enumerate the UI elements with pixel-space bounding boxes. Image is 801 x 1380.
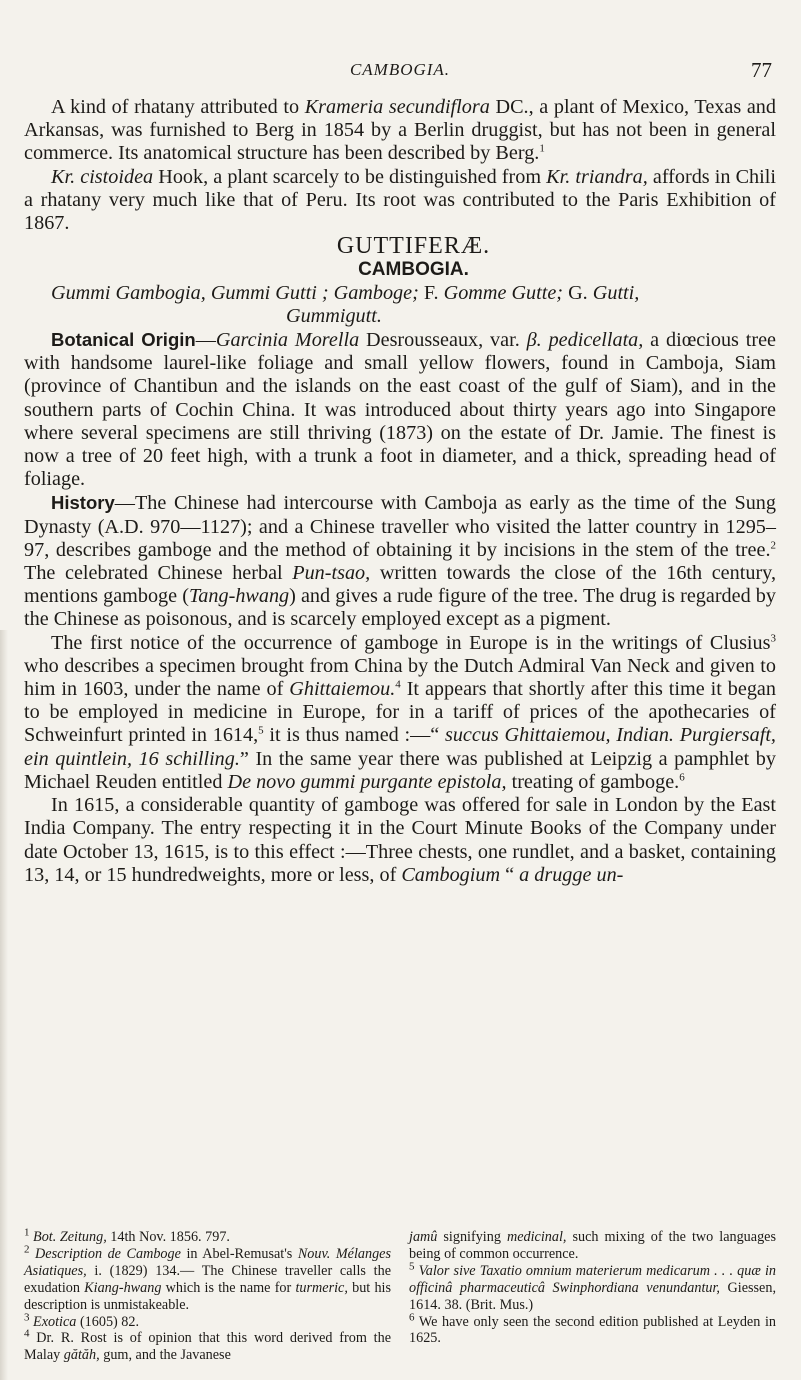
paragraph-history: History—The Chinese had intercourse with Camboja as early as the time of the Sung Dynasty (A.D. 970—1127); and a Chinese traveller who visited the latter country in 1295–97, describes gamboge and the method of obtaining it by incisions in the stem of the tree.$^2$ The celebrated Chinese herbal Pun-tsao, written towards the close of the 16th century, mentions gamboge (Tang-hwang) and gives a rude figure of the tree. The drug is regarded by the Chinese as poisonous, and is scarcely employed except as a pigment. — [24, 492, 776, 631]
paragraph-krameria: A kind of rhatany attributed to Krameria secundiflora DC., a plant of Mexico, Texas and Arkansas, was furnished to Berg in 1854 by a Berlin druggist, but has not been in general commerce. Its anatomical structure has been described by Berg.$^1$ — [24, 96, 776, 165]
footnote-ref-5: 5 — [258, 724, 264, 737]
page-edge-shadow — [0, 630, 8, 1380]
footnote-6: $^6$ We have only seen the second edition published at Leyden in 1625. — [409, 1310, 776, 1347]
paragraph-cistoidea: Kr. cistoidea Hook, a plant scarcely to be distinguished from Kr. triandra, affords in Chili a rhatany very much like that of Peru. Its root was contributed to the Paris Exhibition of 1867. — [24, 165, 776, 235]
subsection-title: CAMBOGIA. — [358, 259, 469, 281]
footnote-ref-2: 2 — [770, 539, 776, 552]
page-number: 77 — [751, 58, 772, 82]
section-title: GUTTIFERÆ. — [336, 233, 491, 260]
footnotes — [24, 1226, 777, 1364]
footnote-4-continued: jamû signifying medicinal, such mixing of the two languages being of common occurrence. — [409, 1229, 776, 1262]
footnote-ref-3: 3 — [770, 631, 776, 644]
footnote-ref-4: 4 — [395, 678, 401, 691]
paragraph-clusius: The first notice of the occurrence of gamboge in Europe is in the writings of Clusius$^3$ who describes a specimen brought from China by the Dutch Admiral Van Neck and given to him in 1603, under the name of Ghittaiemou.$^4$ It appears that shortly after this time it began to be employed in medicine in Europe, for in a tariff of prices of the apothecaries of Schweinfurt printed in 1614,$^5$ it is thus named :—“ succus Ghittaiemou, Indian. Purgiersaft, ein quintlein, 16 schilling.” In the same year there was published at Leipzig a pamphlet by Michael Reuden entitled De novo gummi purgante epistola, treating of gamboge.$^6$ — [24, 631, 776, 793]
synonyms: Gummi Gambogia, Gummi Gutti ; Gamboge; F. Gomme Gutte; G. Gutti, Gummigutt. — [51, 281, 640, 327]
page-body — [24, 96, 776, 887]
footnote-3: $^3$ Exotica (1605) 82. — [24, 1310, 140, 1330]
paragraph-botanical-origin: Botanical Origin—Garcinia Morella Desrousseaux, var. β. pedicellata, a diœcious tree with handsome laurel-like foliage and small yellow flowers, found in Camboja, Siam (province of Chantibun and the islands on the east coast of the gulf of Siam), and in the southern parts of Cochin China. It was introduced about thirty years ago into Singapore where several specimens are still thriving (1873) on the estate of Dr. Jamie. The finest is now a tree of 20 feet high, with a trunk a foot in diameter, and a thick, spreading head of foliage. — [24, 329, 776, 491]
paragraph-london: In 1615, a considerable quantity of gamboge was offered for sale in London by the East India Company. The entry respecting it in the Court Minute Books of the Company under date October 13, 1615, is to this effect :—Three chests, one rundlet, and a basket, containing 13, 14, or 15 hundredweights, more or less, of Cambogium “ a drugge un- — [24, 794, 776, 886]
footnote-5: $^5$ Valor sive Taxatio omnium materierum medicarum . . . quæ in officinâ pharmaceuticâ Swinphordiana venundantur, Giessen, 1614. 38. (Brit. Mus.) — [409, 1260, 777, 1313]
footnote-ref-6: 6 — [679, 771, 685, 784]
book-page — [24, 0, 776, 1380]
history-heading: History — [51, 492, 115, 514]
footnote-2: $^2$ Description de Camboge in Abel-Remusat's Nouv. Mélanges Asiatiques, i. (1829) 134.— The Chinese traveller calls the exudation Kiang-hwang which is the name for turmeric, but his description is unmistakeable. — [24, 1243, 392, 1313]
page-header — [24, 60, 776, 86]
footnotes-right-column — [409, 1229, 776, 1364]
footnote-4: $^4$ Dr. R. Rost is of opinion that this word derived from the Malay gătăh, gum, and the Javanese — [24, 1327, 391, 1364]
footnotes-left-column — [24, 1226, 392, 1364]
running-title: CAMBOGIA. — [349, 60, 451, 79]
botanical-origin-heading: Botanical Origin — [51, 329, 196, 351]
footnote-1: $^1$ Bot. Zeitung, 14th Nov. 1856. 797. — [24, 1226, 230, 1245]
footnote-ref-1: 1 — [539, 142, 545, 155]
